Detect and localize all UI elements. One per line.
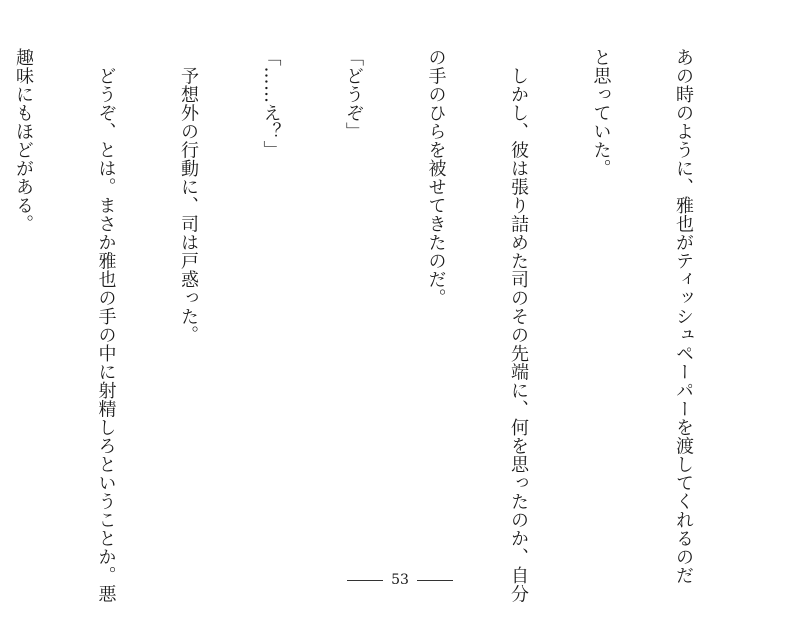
text-line: と思っていた。 bbox=[590, 48, 612, 178]
text-line: 「……え？」 bbox=[260, 48, 282, 159]
footer-rule-left bbox=[347, 580, 383, 581]
text-line: 「どうぞ」 bbox=[343, 48, 364, 141]
text-line: の手のひらを被せてきたのだ。 bbox=[425, 48, 447, 307]
text-line: しかし、彼は張り詰めた司のその先端に、何を思ったのか、自分 bbox=[508, 48, 529, 603]
text-line: どうぞ、とは。まさか雅也の手の中に射精しろということか。悪 bbox=[95, 48, 117, 603]
page-footer bbox=[0, 568, 800, 592]
text-line: あの時のように、雅也がティッシュペーパーを渡してくれるのだ bbox=[673, 48, 694, 585]
page-number: 53 bbox=[391, 572, 409, 588]
text-line: 趣味にもほどがある。 bbox=[13, 48, 34, 233]
footer-rule-right bbox=[417, 580, 453, 581]
text-line: 予想外の行動に、司は戸惑った。 bbox=[178, 48, 199, 344]
